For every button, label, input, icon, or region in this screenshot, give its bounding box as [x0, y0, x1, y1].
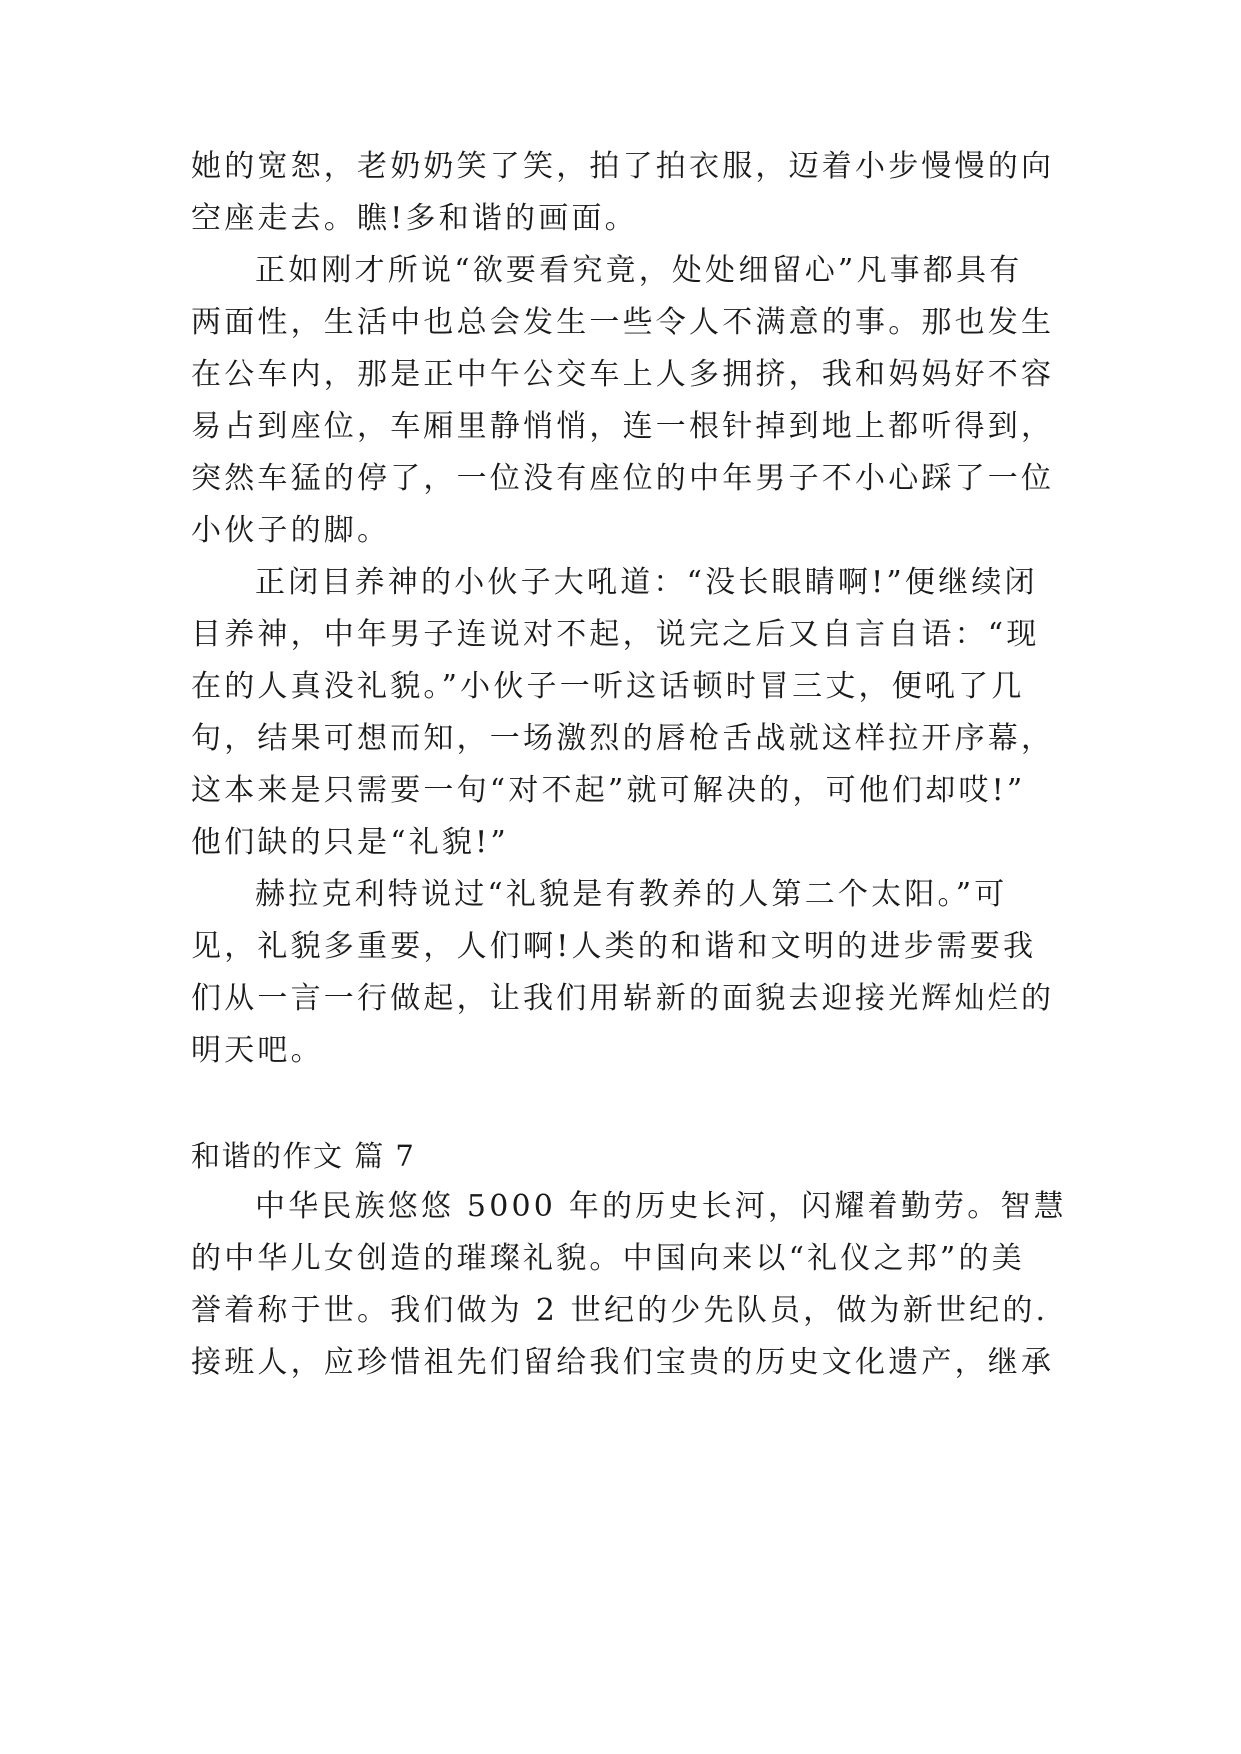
paragraph-line: 赫拉克利特说过“礼貌是有教养的人第二个太阳。”可 — [255, 877, 1008, 912]
paragraph-line: 易占到座位，车厢里静悄悄，连一根针掉到地上都听得到， — [191, 409, 1055, 444]
paragraph-line: 正如刚才所说“欲要看究竟，处处细留心”凡事都具有 — [255, 253, 1023, 288]
paragraph-line: 她的宽恕，老奶奶笑了笑，拍了拍衣服，迈着小步慢慢的向 — [191, 149, 1055, 184]
paragraph-line: 这本来是只需要一句“对不起”就可解决的，可他们却哎!” — [191, 773, 1026, 808]
paragraph-line: 空座走去。瞧!多和谐的画面。 — [191, 201, 638, 236]
paragraph-line: 接班人，应珍惜祖先们留给我们宝贵的历史文化遗产，继承 — [191, 1345, 1055, 1380]
paragraph-line: 目养神，中年男子连说对不起，说完之后又自言自语：“现 — [191, 617, 1040, 652]
paragraph-line: 中华民族悠悠 5000 年的历史长河，闪耀着勤劳。智慧 — [255, 1189, 1067, 1224]
paragraph-line: 誉着称于世。我们做为 2 世纪的少先队员，做为新世纪的. — [191, 1293, 1049, 1328]
paragraph-line: 突然车猛的停了，一位没有座位的中年男子不小心踩了一位 — [191, 461, 1055, 496]
paragraph-line: 的中华儿女创造的璀璨礼貌。中国向来以“礼仪之邦”的美 — [191, 1241, 1025, 1276]
section-heading: 和谐的作文 篇 7 — [191, 1139, 416, 1173]
paragraph-line: 们从一言一行做起，让我们用崭新的面貌去迎接光辉灿烂的 — [191, 981, 1055, 1016]
paragraph-line: 小伙子的脚。 — [191, 513, 391, 548]
paragraph-line: 见，礼貌多重要，人们啊!人类的和谐和文明的进步需要我 — [191, 929, 1037, 964]
paragraph-line: 他们缺的只是“礼貌!” — [191, 825, 509, 860]
paragraph-line: 句，结果可想而知，一场激烈的唇枪舌战就这样拉开序幕， — [191, 721, 1055, 756]
paragraph-line: 两面性，生活中也总会发生一些令人不满意的事。那也发生 — [191, 305, 1055, 340]
paragraph-line: 正闭目养神的小伙子大吼道：“没长眼睛啊!”便继续闭 — [255, 565, 1038, 600]
paragraph-line: 明天吧。 — [191, 1033, 324, 1068]
paragraph-line: 在的人真没礼貌。”小伙子一听这话顿时冒三丈，便吼了几 — [191, 669, 1025, 704]
paragraph-line: 在公车内，那是正中午公交车上人多拥挤，我和妈妈好不容 — [191, 357, 1055, 392]
